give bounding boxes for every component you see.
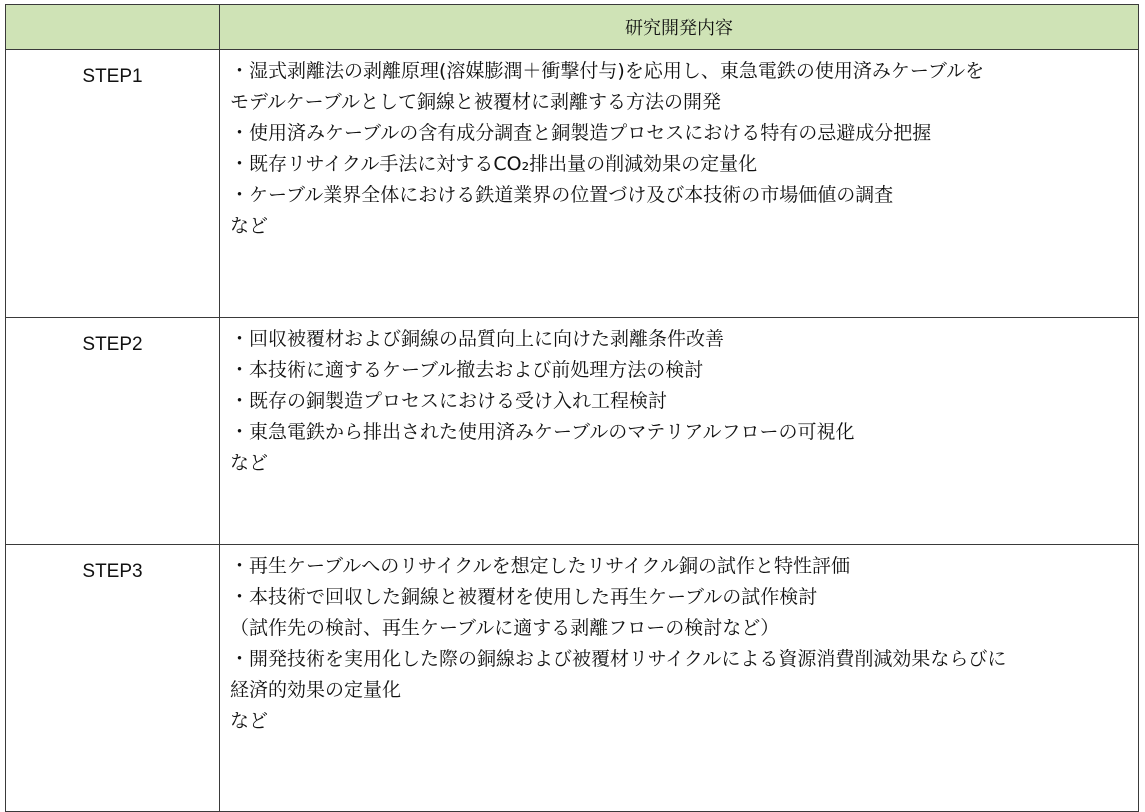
content-line: ・使用済みケーブルの含有成分調査と銅製造プロセスにおける特有の忌避成分把握 <box>230 122 932 144</box>
table-row-step3 <box>6 545 1139 812</box>
content-line: ・再生ケーブルへのリサイクルを想定したリサイクル銅の試作と特性評価 <box>230 555 850 577</box>
content-line: ・ケーブル業界全体における鉄道業界の位置づけ及び本技術の市場価値の調査 <box>230 184 894 206</box>
content-line: 経済的効果の定量化 <box>230 679 402 701</box>
step-label: STEP2 <box>6 318 220 545</box>
header-step-cell <box>6 5 220 50</box>
table-row-step2 <box>6 318 1139 545</box>
step-label: STEP3 <box>6 545 220 812</box>
content-line: ・湿式剥離法の剥離原理(溶媒膨潤＋衝撃付与)を応用し、東急電鉄の使用済みケーブルを <box>230 60 985 82</box>
content-line: ・開発技術を実用化した際の銅線および被覆材リサイクルによる資源消費削減効果ならびに <box>230 648 1007 670</box>
table-header-row <box>6 5 1139 50</box>
content-cell <box>220 545 1139 812</box>
content-line: ・既存の銅製造プロセスにおける受け入れ工程検討 <box>230 390 668 412</box>
content-line: モデルケーブルとして銅線と被覆材に剥離する方法の開発 <box>230 91 721 113</box>
content-line: （試作先の検討、再生ケーブルに適する剥離フローの検討など） <box>230 617 780 639</box>
header-content-cell: 研究開発内容 <box>220 5 1139 50</box>
research-table <box>5 4 1139 812</box>
content-line: ・東急電鉄から排出された使用済みケーブルのマテリアルフローの可視化 <box>230 421 855 443</box>
content-line: など <box>230 452 269 474</box>
content-line: ・本技術で回収した銅線と被覆材を使用した再生ケーブルの試作検討 <box>230 586 818 608</box>
step-label: STEP1 <box>6 50 220 318</box>
content-cell <box>220 50 1139 318</box>
content-line: ・既存リサイクル手法に対するCO₂排出量の削減効果の定量化 <box>230 153 758 175</box>
content-line: など <box>230 710 269 732</box>
content-line: など <box>230 215 269 237</box>
table-row-step1 <box>6 50 1139 318</box>
content-line: ・回収被覆材および銅線の品質向上に向けた剥離条件改善 <box>230 328 725 350</box>
document-wrapper <box>5 4 1138 812</box>
content-cell <box>220 318 1139 545</box>
content-line: ・本技術に適するケーブル撤去および前処理方法の検討 <box>230 359 704 381</box>
